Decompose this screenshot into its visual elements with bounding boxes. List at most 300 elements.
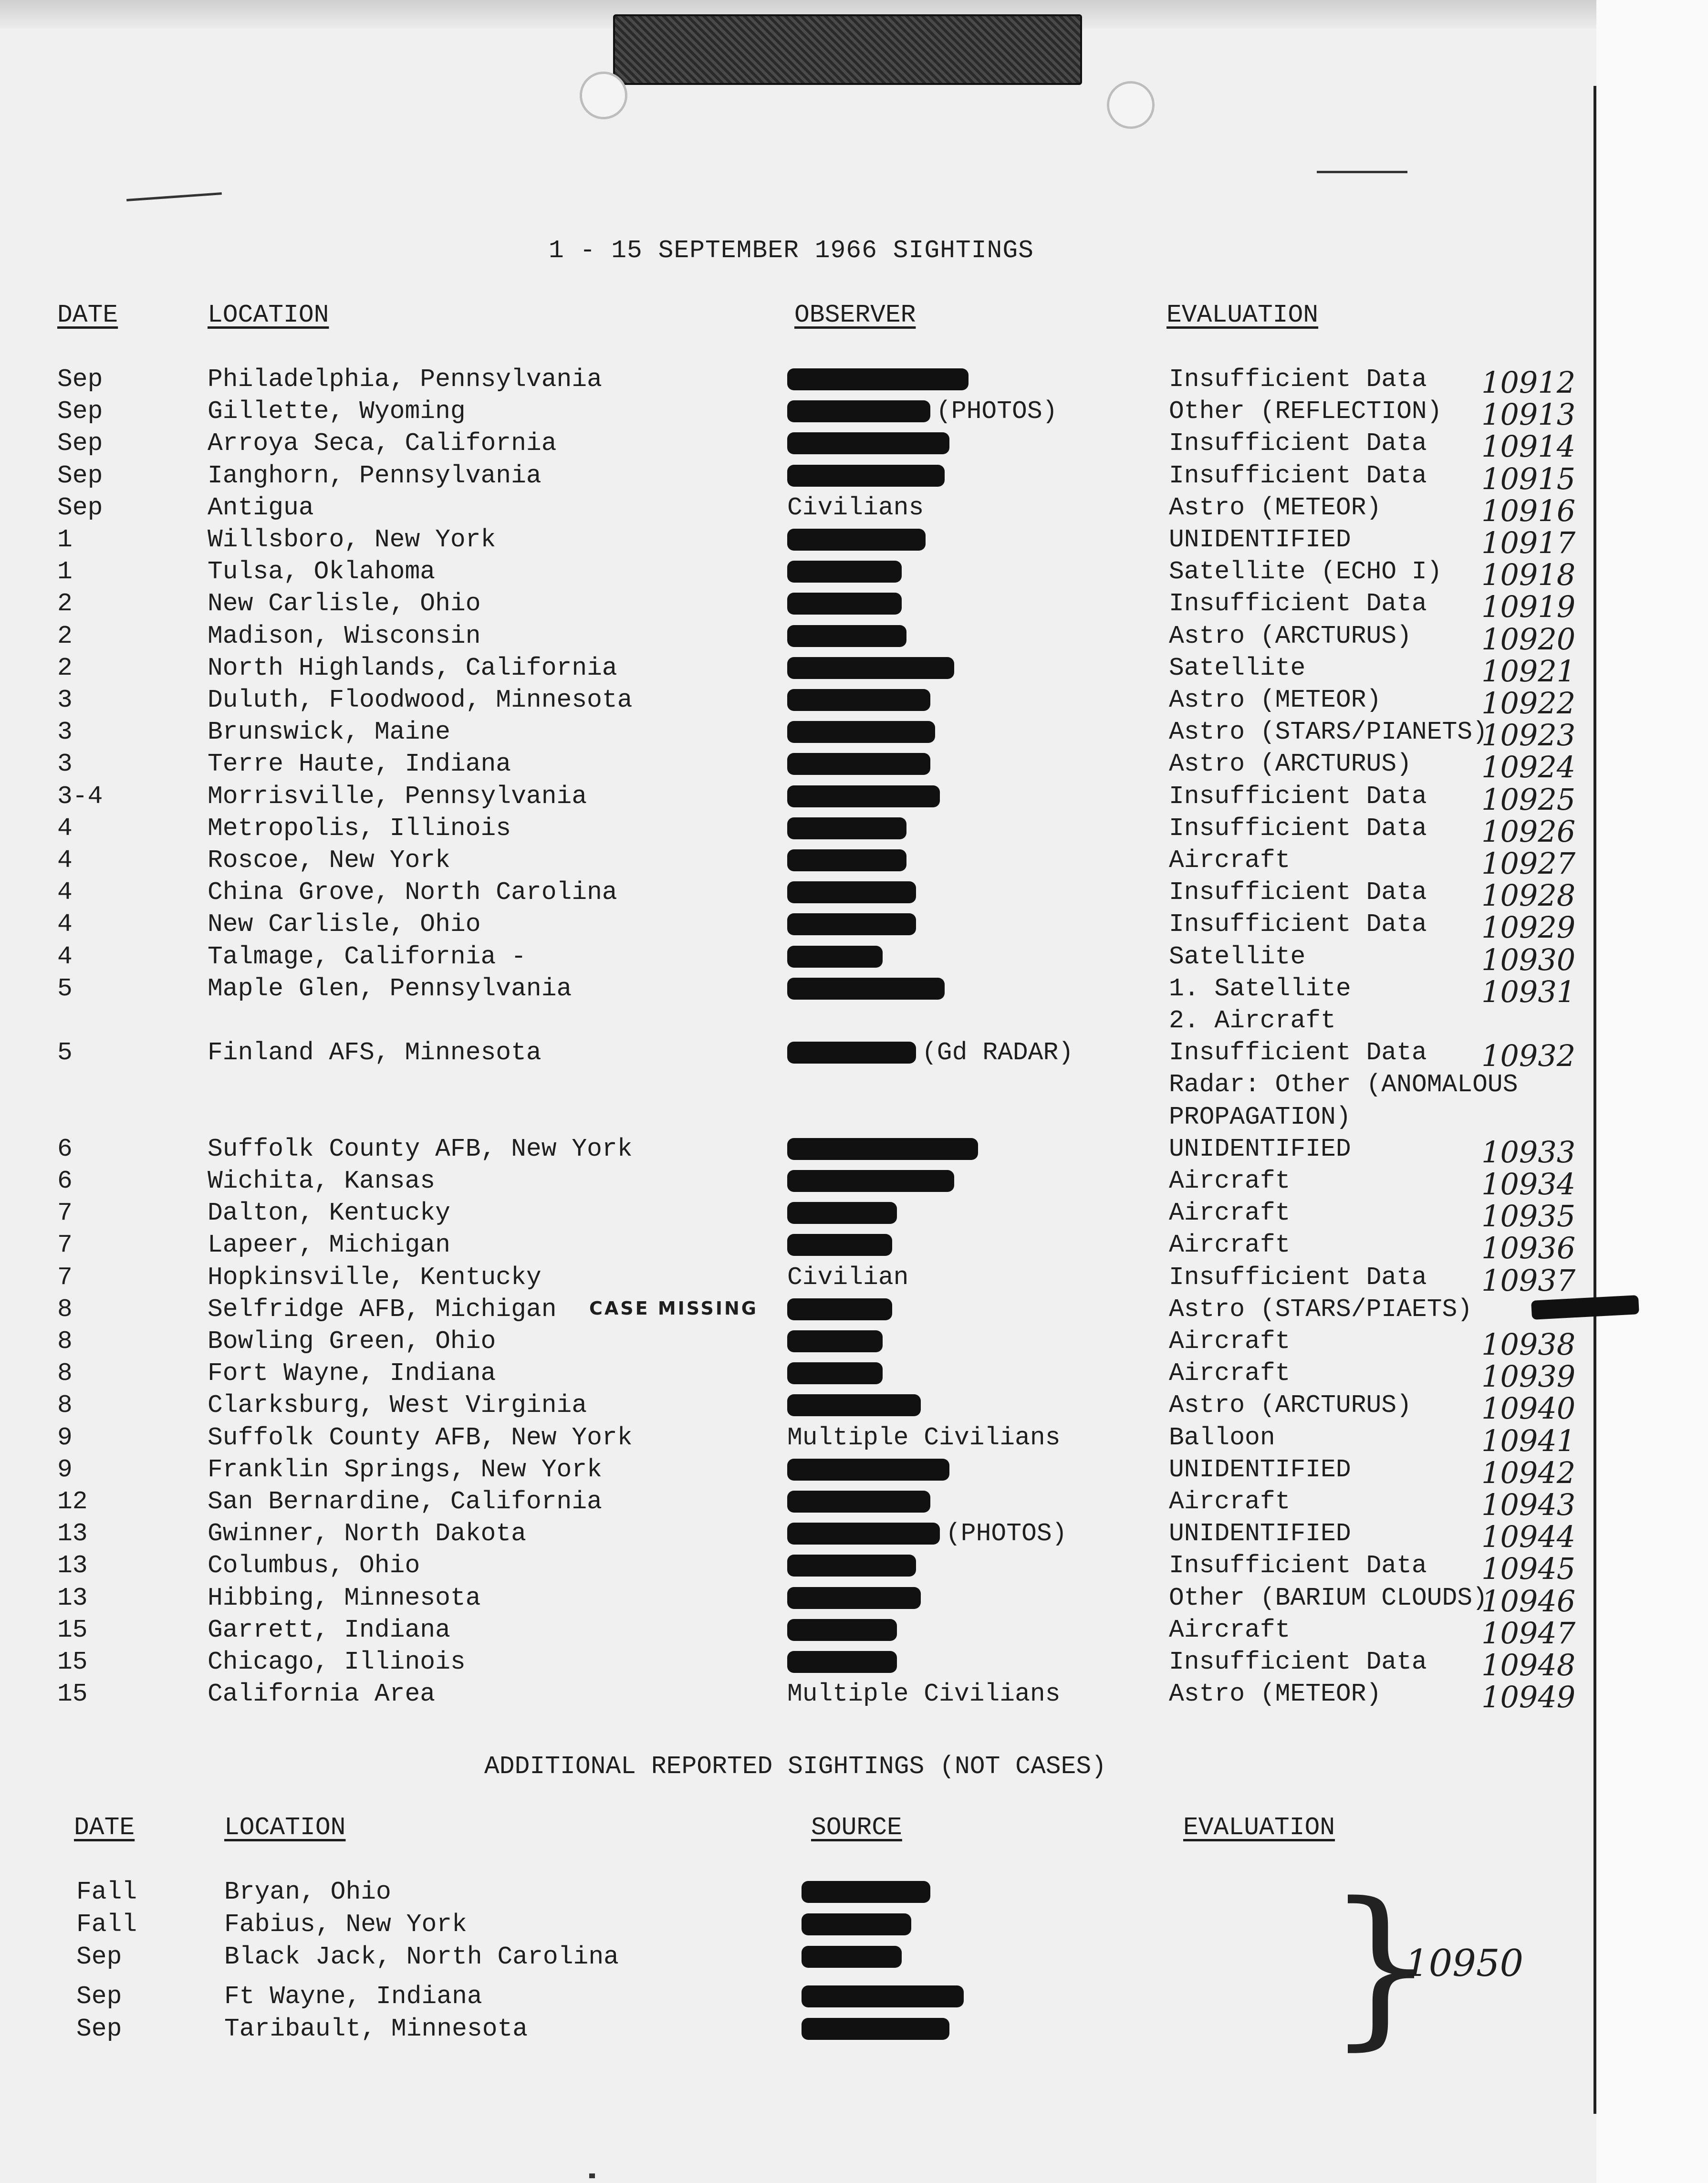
- table-row: [0, 910, 1593, 945]
- row-evaluation: Balloon: [1169, 1423, 1275, 1452]
- row-case-number: 10939: [1481, 1359, 1576, 1394]
- table-row: [0, 1359, 1593, 1394]
- row-observer: [787, 910, 1150, 939]
- row-location: San Bernardine, California: [208, 1487, 602, 1516]
- row-date: 3-4: [57, 782, 103, 811]
- table-row: [0, 1231, 1593, 1266]
- row-case-number: 10920: [1481, 621, 1576, 657]
- row-evaluation: Insufficient Data: [1169, 878, 1427, 907]
- row-observer: [787, 686, 1150, 714]
- row-location: Morrisville, Pennsylvania: [208, 782, 587, 811]
- row-observer: [787, 1135, 1150, 1163]
- row-date: Sep: [57, 493, 103, 522]
- redaction-bar: [787, 913, 916, 935]
- row-observer: [787, 1680, 1150, 1708]
- row-date: 2: [57, 653, 73, 682]
- row-date: 4: [57, 814, 73, 843]
- row-observer: [787, 1455, 1150, 1484]
- row-date: 4: [57, 846, 73, 875]
- row-location: Fort Wayne, Indiana: [208, 1359, 496, 1388]
- row-location: Columbus, Ohio: [208, 1551, 420, 1580]
- redaction-bar: [787, 881, 916, 903]
- row-date: Sep: [57, 429, 103, 458]
- redaction-bar: [787, 529, 926, 551]
- row-case-number: 10918: [1481, 557, 1576, 593]
- row-date: 4: [57, 878, 73, 907]
- row-observer: [787, 1487, 1150, 1516]
- additional-source: [802, 2015, 955, 2043]
- row-observer: [787, 846, 1150, 875]
- row-location: Madison, Wisconsin: [208, 621, 481, 650]
- row-evaluation: Satellite: [1169, 942, 1306, 971]
- row-date: 2: [57, 621, 73, 650]
- redaction-bar: [787, 785, 940, 807]
- row-evaluation: Aircraft: [1169, 1199, 1291, 1228]
- row-case-number: 10914: [1481, 429, 1576, 464]
- row-evaluation: Aircraft: [1169, 846, 1291, 875]
- row-location: Finland AFS, Minnesota: [208, 1038, 542, 1067]
- table-row: [0, 1038, 1593, 1074]
- observer-text: (PHOTOS): [936, 397, 1058, 426]
- table-row: [0, 1134, 1593, 1170]
- row-location: Ianghorn, Pennsylvania: [208, 461, 542, 490]
- table-row: [0, 1423, 1593, 1456]
- row-observer: [787, 589, 1150, 618]
- row-date: 5: [57, 1038, 73, 1067]
- stray-mark: [589, 2173, 595, 2178]
- row-location: Clarksburg, West Virginia: [208, 1391, 587, 1420]
- table-row: [0, 750, 1593, 785]
- row-location: Talmage, California -: [208, 942, 526, 971]
- row-case-number: 10926: [1481, 814, 1576, 849]
- redaction-bar: [787, 1459, 949, 1481]
- table-row: [0, 1199, 1593, 1234]
- additional-source: [802, 1943, 907, 1971]
- row-evaluation: 2. Aircraft: [1169, 1006, 1336, 1035]
- table-row: [0, 365, 1593, 400]
- row-observer: [787, 397, 1150, 426]
- table-row: [0, 589, 1593, 625]
- table-row: [0, 1006, 1593, 1039]
- row-case-number: 10923: [1481, 718, 1576, 753]
- row-case-number: 10949: [1481, 1680, 1576, 1715]
- row-date: 8: [57, 1295, 73, 1324]
- redaction-bar: [787, 432, 949, 454]
- row-case-number: 10921: [1481, 653, 1576, 689]
- row-case-number: 10943: [1481, 1487, 1576, 1522]
- row-case-number: 10936: [1481, 1231, 1576, 1266]
- row-case-number: 10937: [1481, 1263, 1576, 1298]
- row-evaluation: UNIDENTIFIED: [1169, 1455, 1351, 1484]
- row-location: Terre Haute, Indiana: [208, 750, 511, 779]
- redaction-bar: [787, 1362, 883, 1384]
- observer-text: Multiple Civilians: [787, 1423, 1061, 1452]
- row-location: Roscoe, New York: [208, 846, 450, 875]
- page-margin: [1596, 0, 1708, 2183]
- row-evaluation: Insufficient Data: [1169, 1038, 1427, 1067]
- row-observer: [787, 1199, 1150, 1227]
- table-row: [0, 1487, 1593, 1520]
- page-edge-line: [1593, 86, 1596, 2114]
- row-evaluation: Astro (ARCTURUS): [1169, 621, 1412, 650]
- punch-hole: [1107, 81, 1155, 129]
- row-date: 8: [57, 1359, 73, 1388]
- row-location: Franklin Springs, New York: [208, 1455, 602, 1484]
- row-evaluation: Astro (METEOR): [1169, 1680, 1382, 1709]
- row-location: Gwinner, North Dakota: [208, 1519, 526, 1548]
- row-observer: [787, 782, 1150, 811]
- row-case-number: 10935: [1481, 1199, 1576, 1234]
- case-missing-annotation: CASE MISSING: [589, 1298, 758, 1319]
- table-row: [0, 686, 1593, 721]
- row-date: 7: [57, 1263, 73, 1292]
- redaction-bar: [787, 1651, 897, 1673]
- additional-header-date: DATE: [74, 1813, 135, 1842]
- row-location: New Carlisle, Ohio: [208, 589, 481, 618]
- table-row: [0, 525, 1593, 558]
- row-observer: [787, 525, 1150, 554]
- table-row: [0, 429, 1593, 464]
- redaction-bar: [787, 561, 902, 583]
- row-observer: [787, 1551, 1150, 1580]
- table-row: [0, 974, 1593, 1007]
- row-evaluation: Insufficient Data: [1169, 589, 1427, 618]
- table-row: [0, 1648, 1593, 1680]
- row-date: 9: [57, 1455, 73, 1484]
- redaction-bar: [802, 1985, 964, 2007]
- row-evaluation: Insufficient Data: [1169, 910, 1427, 939]
- table-row: [0, 1327, 1593, 1362]
- row-observer: [787, 878, 1150, 907]
- row-case-number: 10941: [1481, 1423, 1576, 1458]
- table-row: [0, 1680, 1593, 1715]
- table-row: [0, 942, 1593, 975]
- redaction-bar: [787, 1330, 883, 1352]
- row-case-number: 10924: [1481, 750, 1576, 785]
- row-location: Chicago, Illinois: [208, 1648, 466, 1676]
- additional-header-evaluation: EVALUATION: [1183, 1813, 1335, 1842]
- row-location: North Highlands, California: [208, 653, 617, 682]
- row-location: Suffolk County AFB, New York: [208, 1423, 633, 1452]
- row-observer: [787, 1648, 1150, 1676]
- row-location: Wichita, Kansas: [208, 1167, 436, 1195]
- row-evaluation: UNIDENTIFIED: [1169, 525, 1351, 554]
- row-evaluation: Astro (METEOR): [1169, 493, 1382, 522]
- row-evaluation: Astro (ARCTURUS): [1169, 750, 1412, 779]
- row-observer: [787, 493, 1150, 522]
- row-date: 2: [57, 589, 73, 618]
- row-date: 7: [57, 1199, 73, 1228]
- row-case-number: 10934: [1481, 1167, 1576, 1201]
- redaction-bar: [787, 1042, 916, 1064]
- row-case-number: 10932: [1481, 1038, 1576, 1074]
- row-observer: [787, 1584, 1150, 1612]
- table-row: [0, 461, 1593, 494]
- table-row: [0, 814, 1593, 849]
- row-date: Sep: [57, 397, 103, 426]
- table-row: [0, 1167, 1593, 1199]
- row-date: 13: [57, 1551, 88, 1580]
- row-evaluation: Other (REFLECTION): [1169, 397, 1442, 426]
- table-row: [0, 1519, 1593, 1555]
- redaction-bar: [787, 689, 930, 711]
- redaction-bar: [802, 1913, 911, 1935]
- header-date: DATE: [57, 301, 118, 329]
- row-case-number: 10912: [1481, 365, 1576, 400]
- table-row: [0, 846, 1593, 881]
- row-date: 8: [57, 1391, 73, 1420]
- row-date: 15: [57, 1648, 88, 1676]
- row-evaluation: Aircraft: [1169, 1487, 1291, 1516]
- row-observer: [787, 429, 1150, 458]
- row-observer: [787, 1616, 1150, 1644]
- row-observer: [787, 718, 1150, 746]
- row-evaluation: Insufficient Data: [1169, 782, 1427, 811]
- stray-mark: [1317, 171, 1407, 173]
- row-date: 3: [57, 750, 73, 779]
- additional-source: [802, 1878, 936, 1906]
- row-date: 3: [57, 686, 73, 714]
- row-observer: [787, 461, 1150, 490]
- observer-text: Multiple Civilians: [787, 1680, 1061, 1709]
- redaction-bar: [787, 625, 906, 647]
- row-case-number: 10928: [1481, 878, 1576, 913]
- row-location: Maple Glen, Pennsylvania: [208, 974, 572, 1003]
- row-case-number: 10945: [1481, 1551, 1576, 1587]
- row-case-number: 10947: [1481, 1615, 1576, 1650]
- row-location: Metropolis, Illinois: [208, 814, 511, 843]
- redaction-bar: [787, 400, 930, 422]
- row-evaluation: Radar: Other (ANOMALOUS: [1169, 1070, 1518, 1099]
- row-location: Suffolk County AFB, New York: [208, 1134, 633, 1163]
- header-evaluation: EVALUATION: [1166, 301, 1319, 329]
- row-observer: [787, 1359, 1150, 1388]
- row-location: Tulsa, Oklahoma: [208, 557, 436, 586]
- table-row: [0, 1391, 1593, 1426]
- row-evaluation: Aircraft: [1169, 1231, 1291, 1260]
- row-case-number: 10916: [1481, 493, 1576, 528]
- redaction-bar: [802, 1946, 902, 1968]
- redacted-header-block: [613, 14, 1082, 85]
- row-evaluation: UNIDENTIFIED: [1169, 1134, 1351, 1163]
- row-date: 4: [57, 942, 73, 971]
- row-date: 15: [57, 1615, 88, 1644]
- row-evaluation: Insufficient Data: [1169, 1551, 1427, 1580]
- redaction-bar: [787, 978, 945, 1000]
- row-date: 13: [57, 1583, 88, 1612]
- page-title: 1 - 15 SEPTEMBER 1966 SIGHTINGS: [549, 236, 1034, 265]
- additional-source: [802, 1982, 969, 2011]
- row-case-number: 10946: [1481, 1583, 1576, 1619]
- row-case-number: 10944: [1481, 1519, 1576, 1555]
- additional-date: Fall: [76, 1910, 137, 1939]
- table-row: [0, 1551, 1593, 1587]
- row-location: Garrett, Indiana: [208, 1615, 450, 1644]
- row-date: 12: [57, 1487, 88, 1516]
- row-evaluation: Astro (STARS/PIAETS): [1169, 1295, 1473, 1324]
- row-evaluation: Insufficient Data: [1169, 429, 1427, 458]
- redaction-bar: [787, 849, 906, 871]
- row-location: Hopkinsville, Kentucky: [208, 1263, 542, 1292]
- grouping-brace: }: [1326, 1866, 1436, 2066]
- table-row: [0, 653, 1593, 689]
- table-row: [0, 557, 1593, 593]
- row-location: Arroya Seca, California: [208, 429, 557, 458]
- row-observer: [787, 1423, 1150, 1452]
- row-evaluation: Aircraft: [1169, 1615, 1291, 1644]
- row-date: 4: [57, 910, 73, 939]
- row-date: 13: [57, 1519, 88, 1548]
- row-date: 7: [57, 1231, 73, 1260]
- observer-text: Civilians: [787, 493, 924, 522]
- observer-text: (PHOTOS): [946, 1519, 1067, 1548]
- row-case-number: 10931: [1481, 974, 1576, 1009]
- row-observer: [787, 1231, 1150, 1259]
- redaction-bar: [787, 1394, 921, 1416]
- row-location: Selfridge AFB, Michigan: [208, 1295, 557, 1324]
- additional-location: Taribault, Minnesota: [224, 2015, 528, 2043]
- observer-text: (Gd RADAR): [922, 1038, 1074, 1067]
- row-evaluation: Astro (STARS/PIANETS): [1169, 718, 1488, 747]
- row-case-number: 10948: [1481, 1648, 1576, 1682]
- additional-section-title: ADDITIONAL REPORTED SIGHTINGS (NOT CASES): [484, 1752, 1107, 1781]
- row-date: 1: [57, 557, 73, 586]
- row-case-number: 10917: [1481, 525, 1576, 560]
- row-date: Sep: [57, 365, 103, 394]
- row-observer: [787, 365, 1150, 394]
- row-observer: [787, 1519, 1150, 1548]
- table-row: [0, 782, 1593, 815]
- row-evaluation: Insufficient Data: [1169, 1648, 1427, 1676]
- table-row: [0, 621, 1593, 657]
- redaction-bar: [802, 1881, 930, 1903]
- row-observer: [787, 1391, 1150, 1420]
- redaction-bar: [787, 368, 969, 390]
- row-date: 6: [57, 1167, 73, 1195]
- additional-location: Bryan, Ohio: [224, 1878, 391, 1906]
- row-observer: [787, 1167, 1150, 1195]
- row-evaluation: Satellite: [1169, 653, 1306, 682]
- row-date: 9: [57, 1423, 73, 1452]
- redaction-bar: [787, 817, 906, 839]
- row-observer: [787, 814, 1150, 843]
- table-row: [0, 1263, 1593, 1298]
- row-evaluation: Satellite (ECHO I): [1169, 557, 1442, 586]
- row-location: Willsboro, New York: [208, 525, 496, 554]
- row-evaluation: 1. Satellite: [1169, 974, 1351, 1003]
- row-case-number: 10930: [1481, 942, 1576, 977]
- row-observer: [787, 622, 1150, 650]
- header-location: LOCATION: [208, 301, 329, 329]
- table-row: [0, 878, 1593, 913]
- punch-hole: [580, 72, 627, 119]
- row-location: Brunswick, Maine: [208, 718, 450, 747]
- row-observer: [787, 1038, 1150, 1067]
- row-location: Gillette, Wyoming: [208, 397, 466, 426]
- row-evaluation: Other (BARIUM CLOUDS): [1169, 1583, 1488, 1612]
- row-evaluation: Insufficient Data: [1169, 461, 1427, 490]
- additional-location: Black Jack, North Carolina: [224, 1943, 619, 1971]
- row-evaluation: PROPAGATION): [1169, 1102, 1351, 1131]
- row-observer: [787, 1295, 1150, 1324]
- row-observer: [787, 750, 1150, 778]
- row-location: Dalton, Kentucky: [208, 1199, 450, 1228]
- row-location: Hibbing, Minnesota: [208, 1583, 481, 1612]
- redaction-bar: [787, 721, 935, 743]
- observer-text: Civilian: [787, 1263, 909, 1292]
- row-case-number: 10927: [1481, 846, 1576, 881]
- row-date: 3: [57, 718, 73, 747]
- row-location: Philadelphia, Pennsylvania: [208, 365, 602, 394]
- additional-header-source: SOURCE: [811, 1813, 902, 1842]
- table-row: [0, 718, 1593, 753]
- row-observer: [787, 1327, 1150, 1356]
- row-location: Duluth, Floodwood, Minnesota: [208, 686, 633, 714]
- row-date: 1: [57, 525, 73, 554]
- row-location: Lapeer, Michigan: [208, 1231, 450, 1260]
- redaction-bar: [787, 1619, 897, 1641]
- stray-mark: [126, 192, 222, 201]
- redaction-bar: [787, 1587, 921, 1609]
- row-location: California Area: [208, 1680, 436, 1709]
- row-location: New Carlisle, Ohio: [208, 910, 481, 939]
- redaction-bar: [787, 465, 945, 487]
- table-row: [0, 1295, 1593, 1327]
- table-row: [0, 1070, 1593, 1103]
- redaction-bar: [787, 1202, 897, 1224]
- additional-date: Sep: [76, 1943, 122, 1971]
- row-location: Bowling Green, Ohio: [208, 1327, 496, 1356]
- additional-location: Fabius, New York: [224, 1910, 467, 1939]
- row-case-number: 10925: [1481, 782, 1576, 817]
- table-row: [0, 1103, 1593, 1135]
- row-case-number: 10940: [1481, 1391, 1576, 1426]
- redaction-bar: [787, 1298, 892, 1320]
- row-case-number: 10929: [1481, 910, 1576, 945]
- row-case-number: 10915: [1481, 461, 1576, 496]
- redaction-bar: [787, 1491, 930, 1513]
- row-date: 6: [57, 1134, 73, 1163]
- redaction-bar: [787, 946, 883, 968]
- table-row: [0, 397, 1593, 432]
- row-evaluation: Insufficient Data: [1169, 365, 1427, 394]
- row-evaluation: Astro (METEOR): [1169, 686, 1382, 714]
- redaction-bar: [802, 2018, 949, 2040]
- additional-date: Sep: [76, 2015, 122, 2043]
- row-evaluation: Aircraft: [1169, 1167, 1291, 1195]
- row-location: China Grove, North Carolina: [208, 878, 617, 907]
- row-evaluation: Insufficient Data: [1169, 814, 1427, 843]
- row-case-number: 10942: [1481, 1455, 1576, 1490]
- table-row: [0, 1616, 1593, 1648]
- row-observer: [787, 974, 1150, 1003]
- table-row: [0, 493, 1593, 526]
- table-row: [0, 1583, 1593, 1619]
- redaction-bar: [787, 1170, 954, 1192]
- row-case-number: 10933: [1481, 1134, 1576, 1170]
- row-case-number: 10913: [1481, 397, 1576, 432]
- row-date: 5: [57, 974, 73, 1003]
- additional-source: [802, 1910, 917, 1939]
- header-observer: OBSERVER: [794, 301, 916, 329]
- row-evaluation: Astro (ARCTURUS): [1169, 1391, 1412, 1420]
- additional-header-location: LOCATION: [224, 1813, 346, 1842]
- row-case-number: 10919: [1481, 589, 1576, 625]
- row-case-number: 10922: [1481, 686, 1576, 721]
- additional-date: Fall: [76, 1878, 137, 1906]
- redaction-bar: [787, 1234, 892, 1256]
- row-date: 15: [57, 1680, 88, 1709]
